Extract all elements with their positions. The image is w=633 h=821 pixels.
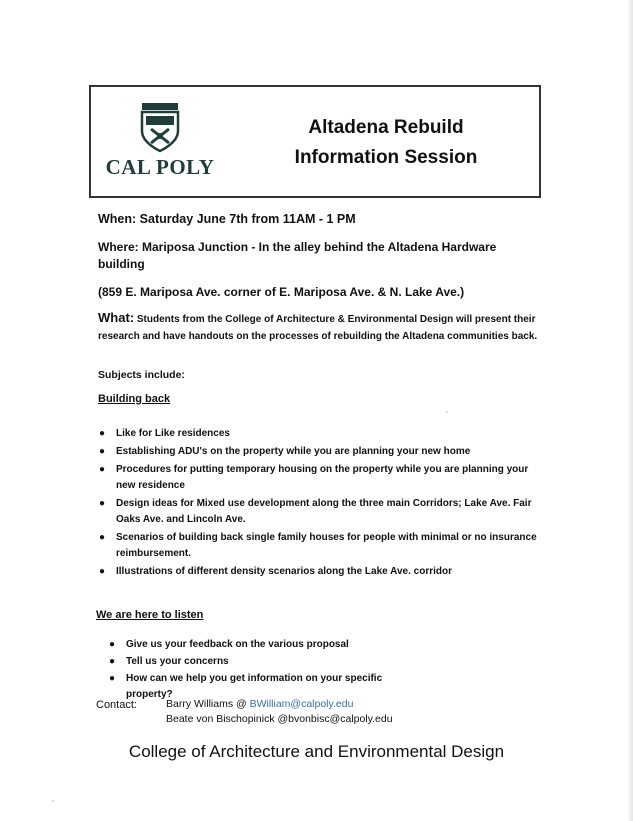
bullet-icon: ● bbox=[109, 639, 116, 650]
bullet-icon: ● bbox=[99, 464, 106, 475]
contact-person-2: Beate von Bischopinick @bvonbisc@calpoly.edu bbox=[166, 713, 393, 725]
bullet-icon: ● bbox=[99, 428, 106, 439]
footer-college-name: College of Architecture and Environmental Design bbox=[128, 742, 505, 761]
contact-name-1: Barry Williams @ bbox=[166, 698, 250, 710]
building-back-heading: Building back bbox=[98, 393, 171, 405]
list-item: ● Procedures for putting temporary housing on the property while you are planning your new residence bbox=[99, 464, 529, 491]
event-title bbox=[266, 113, 506, 173]
list-item: ● Illustrations of different density scenarios along the Lake Ave. corridor bbox=[116, 564, 546, 580]
list-item: ● How can we help you get information on your specific property? bbox=[109, 673, 383, 700]
cal-poly-shield-icon bbox=[139, 103, 181, 153]
bullet-icon: ● bbox=[99, 498, 106, 509]
list-item: ● Design ideas for Mixed use development along the three main Corridors; Lake Ave. Fair Oaks Ave. and Lincoln Ave. bbox=[99, 498, 532, 525]
bullet-icon: ● bbox=[99, 446, 106, 457]
what-label: What: bbox=[98, 310, 135, 325]
listen-heading: We are here to listen bbox=[96, 609, 204, 621]
cal-poly-wordmark: CAL POLY bbox=[105, 155, 215, 179]
list-item: ● Like for Like residences bbox=[116, 426, 546, 442]
contact-person-1 bbox=[166, 698, 353, 710]
subjects-label: Subjects include: bbox=[98, 369, 185, 381]
scan-speck bbox=[446, 411, 448, 413]
scan-speck bbox=[52, 800, 54, 802]
bullet-icon: ● bbox=[99, 532, 106, 543]
event-address: (859 E. Mariposa Ave. corner of E. Mariposa Ave. & N. Lake Ave.) bbox=[98, 285, 465, 299]
what-text: Students from the College of Architecture & Environmental Design will present their research and have handouts on the processes of rebuilding the Altadena communities back. bbox=[98, 314, 538, 342]
contact-label: Contact: bbox=[96, 699, 137, 711]
event-where: Where: Mariposa Junction - In the alley behind the Altadena Hardware building bbox=[98, 240, 497, 271]
title-line-2: Information Session bbox=[294, 147, 478, 168]
list-item: ● Establishing ADU's on the property while you are planning your new home bbox=[116, 444, 546, 460]
title-line-1: Altadena Rebuild bbox=[308, 117, 464, 138]
bullet-icon: ● bbox=[99, 566, 106, 577]
list-item: ● Give us your feedback on the various proposal bbox=[126, 637, 426, 653]
bullet-icon: ● bbox=[109, 673, 116, 684]
contact-email-link-1[interactable]: BWilliam@calpoly.edu bbox=[249, 698, 354, 710]
building-back-list bbox=[99, 426, 546, 582]
event-when: When: Saturday June 7th from 11AM - 1 PM bbox=[98, 212, 356, 226]
header-box bbox=[89, 85, 541, 198]
listen-list bbox=[109, 637, 426, 704]
event-what bbox=[98, 309, 548, 345]
cal-poly-logo bbox=[105, 103, 215, 183]
list-item: ● Tell us your concerns bbox=[126, 654, 426, 670]
scan-edge-shadow bbox=[627, 0, 633, 821]
bullet-icon: ● bbox=[109, 656, 116, 667]
list-item: ● Scenarios of building back single family houses for people with minimal or no insurance reimbursement. bbox=[99, 532, 537, 559]
